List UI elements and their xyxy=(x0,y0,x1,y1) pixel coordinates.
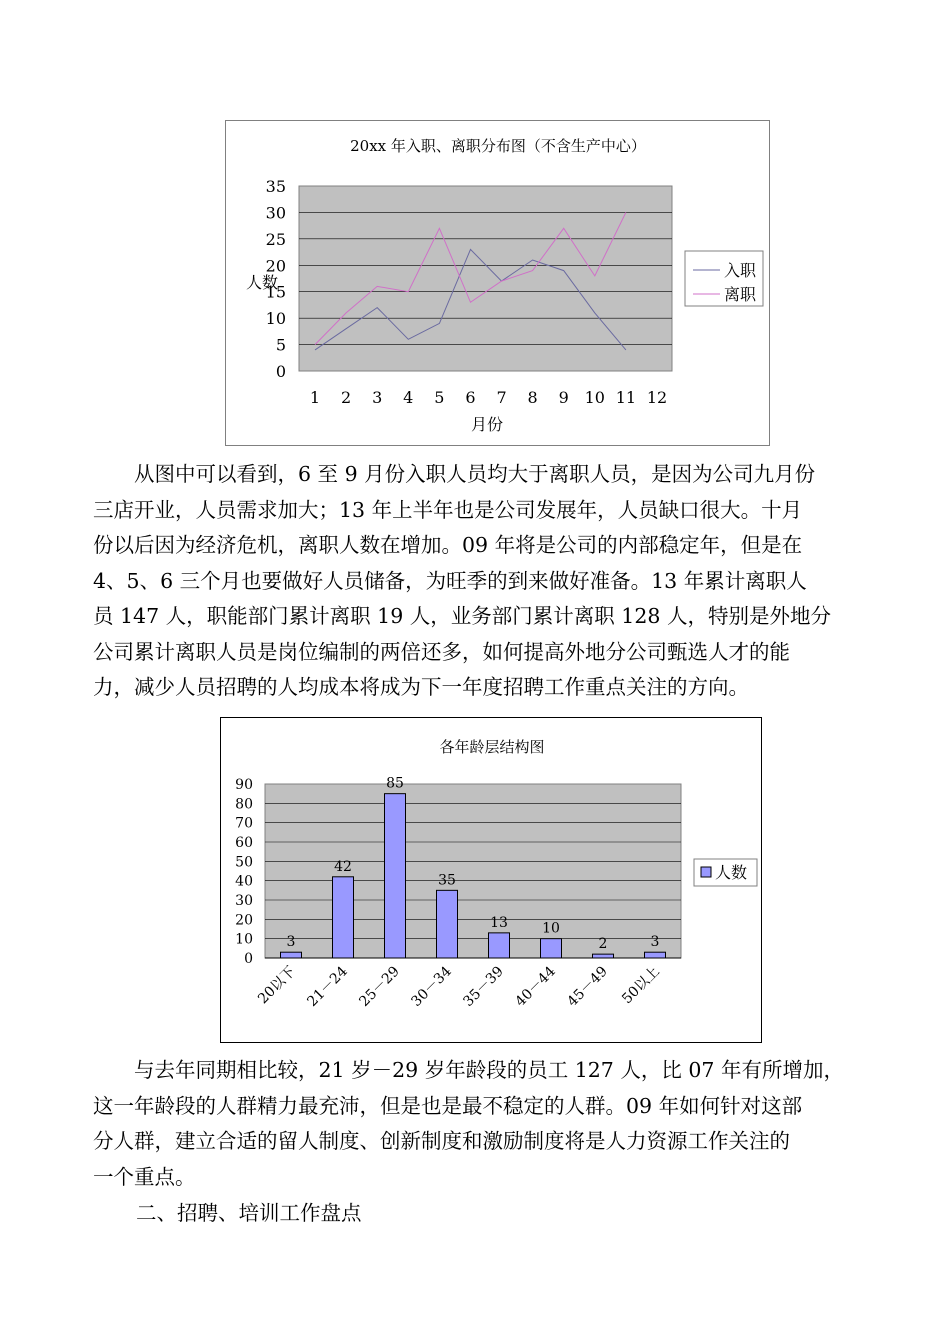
plot-area xyxy=(265,784,681,958)
x-tick-label: 45－49 xyxy=(564,963,611,1010)
chart-title: 20xx 年入职、离职分布图（不含生产中心） xyxy=(350,137,646,155)
paragraph-line: 公司累计离职人员是岗位编制的两倍还多，如何提高外地分公司甄选人才的能 xyxy=(93,639,790,664)
x-tick-label: 30－34 xyxy=(408,963,455,1010)
paragraph-line: 一个重点。 xyxy=(93,1164,196,1189)
y-tick-label: 70 xyxy=(235,815,253,832)
y-tick-label: 60 xyxy=(235,835,253,851)
y-tick-label: 35 xyxy=(265,177,286,196)
x-axis-label: 月份 xyxy=(470,415,504,434)
y-tick-label: 0 xyxy=(275,362,286,381)
y-tick-label: 80 xyxy=(235,796,253,813)
x-tick-label: 10 xyxy=(584,388,605,407)
legend-label: 入职 xyxy=(724,261,757,280)
plot-area xyxy=(299,186,672,371)
bar xyxy=(281,952,302,958)
paragraph-line: 分人群，建立合适的留人制度、创新制度和激励制度将是人力资源工作关注的 xyxy=(93,1129,790,1153)
paragraph-line: 从图中可以看到，6 至 9 月份入职人员均大于离职人员，是因为公司九月份 xyxy=(134,462,816,486)
bar xyxy=(437,890,458,958)
x-tick-label: 5 xyxy=(434,388,445,407)
x-tick-label: 50以上 xyxy=(619,963,663,1008)
paragraph-hire-leave-analysis xyxy=(93,457,863,706)
x-tick-label: 1 xyxy=(309,388,321,407)
y-tick-label: 90 xyxy=(235,777,253,793)
data-label: 35 xyxy=(438,872,456,889)
y-tick-label: 40 xyxy=(235,873,253,890)
x-tick-label: 2 xyxy=(340,388,352,407)
data-label: 13 xyxy=(490,914,508,931)
paragraph-line: 员 147 人，职能部门累计离职 19 人，业务部门累计离职 128 人，特别是外地分 xyxy=(93,604,831,628)
x-tick-label: 3 xyxy=(372,388,383,407)
legend-swatch xyxy=(701,867,711,877)
age-structure-bar-chart-svg xyxy=(221,718,761,1042)
y-tick-label: 20 xyxy=(265,256,286,276)
data-label: 42 xyxy=(334,858,352,875)
y-tick-label: 30 xyxy=(235,893,253,909)
bar xyxy=(489,933,510,958)
y-tick-label: 0 xyxy=(244,951,253,967)
bar xyxy=(645,952,666,958)
section-heading: 二、招聘、培训工作盘点 xyxy=(136,1201,362,1225)
data-label: 2 xyxy=(598,936,608,953)
paragraph-line: 这一年龄段的人群精力最充沛，但是也是最不稳定的人群。09 年如何针对这部 xyxy=(93,1093,803,1118)
paragraph-line: 力，减少人员招聘的人均成本将成为下一年度招聘工作重点关注的方向。 xyxy=(93,675,749,699)
x-tick-label: 40－44 xyxy=(512,963,559,1010)
y-tick-label: 25 xyxy=(265,229,286,249)
x-tick-label: 12 xyxy=(646,388,668,407)
bar xyxy=(541,939,562,958)
chart-title: 各年龄层结构图 xyxy=(439,738,545,756)
x-tick-label: 7 xyxy=(496,388,507,407)
paragraph-line: 4、5、6 三个月也要做好人员储备，为旺季的到来做好准备。13 年累计离职人 xyxy=(93,568,807,593)
paragraph-line: 与去年同期相比较，21 岁－29 岁年龄段的员工 127 人，比 07 年有所增加， xyxy=(134,1058,844,1082)
legend-label: 人数 xyxy=(715,863,748,882)
x-tick-label: 4 xyxy=(403,388,414,407)
hire-leave-line-chart-svg xyxy=(226,121,771,447)
y-tick-label: 50 xyxy=(235,854,253,871)
x-tick-label: 9 xyxy=(558,388,569,407)
bar xyxy=(333,877,354,958)
y-tick-label: 30 xyxy=(265,203,286,223)
bar xyxy=(385,794,406,958)
data-label: 85 xyxy=(386,775,404,792)
y-tick-label: 15 xyxy=(265,282,286,302)
legend-label: 离职 xyxy=(724,285,757,304)
x-tick-label: 6 xyxy=(465,388,476,407)
x-tick-label: 8 xyxy=(527,388,538,407)
x-tick-label: 11 xyxy=(615,388,637,407)
y-tick-label: 20 xyxy=(235,912,253,929)
paragraph-line: 三店开业，人员需求加大；13 年上半年也是公司发展年，人员缺口很大。十月 xyxy=(93,497,803,522)
paragraph-line: 份以后因为经济危机，离职人数在增加。09 年将是公司的内部稳定年，但是在 xyxy=(93,533,803,557)
x-tick-label: 21－24 xyxy=(304,963,351,1010)
x-tick-label: 35－39 xyxy=(460,963,507,1010)
bar xyxy=(593,954,614,958)
paragraph-age-analysis xyxy=(93,1053,863,1195)
hire-leave-line-chart xyxy=(225,120,770,446)
data-label: 10 xyxy=(542,920,560,937)
data-label: 3 xyxy=(286,934,296,951)
y-tick-label: 5 xyxy=(275,335,286,355)
x-tick-label: 25－29 xyxy=(356,963,403,1010)
x-tick-label: 20以下 xyxy=(255,963,299,1008)
age-structure-bar-chart xyxy=(220,717,762,1043)
data-label: 3 xyxy=(650,934,660,951)
y-axis-label: 人数 xyxy=(245,273,279,292)
y-tick-label: 10 xyxy=(235,931,253,948)
y-tick-label: 10 xyxy=(265,309,286,329)
